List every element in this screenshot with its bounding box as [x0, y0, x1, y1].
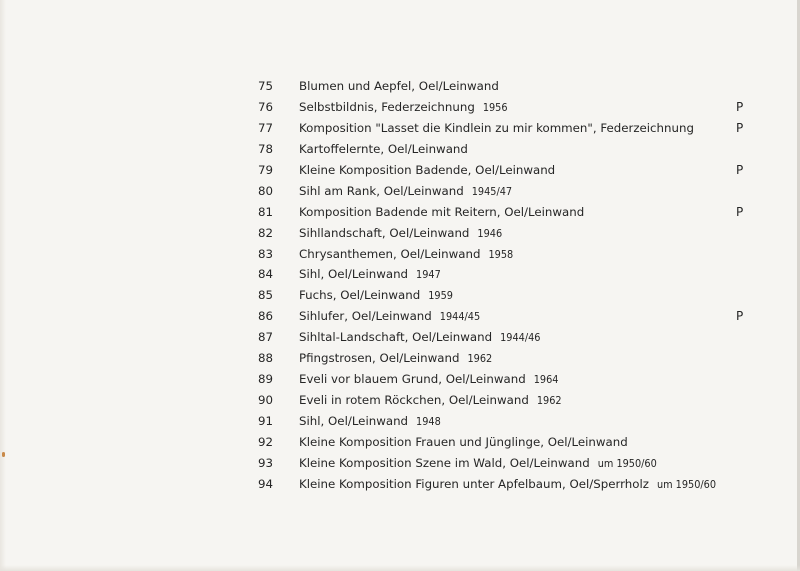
entry-year: 1956	[482, 100, 508, 114]
entry-number: 91	[258, 414, 274, 428]
entry-year: 1964	[533, 373, 559, 387]
catalog-list	[258, 76, 758, 495]
entry-year: 1962	[536, 394, 562, 408]
entry-title: Eveli in rotem Röckchen, Oel/Leinwand	[299, 393, 529, 408]
entry-title-line	[299, 453, 657, 475]
entry-title: Kartoffelernte, Oel/Leinwand	[299, 141, 468, 156]
entry-title-line	[299, 348, 492, 370]
entry-number: 81	[258, 204, 274, 219]
entry-year: 1944/45	[439, 310, 481, 324]
entry-number: 80	[258, 183, 274, 198]
entry-title: Sihlufer, Oel/Leinwand	[299, 309, 432, 324]
entry-title-line	[299, 244, 513, 266]
entry-title-line	[299, 432, 636, 454]
entry-number: 77	[258, 120, 274, 135]
entry-mark: P	[736, 309, 744, 324]
catalog-entry	[258, 348, 758, 369]
entry-title: Komposition "Lasset die Kindlein zu mir kommen", Federzeichnung	[299, 120, 694, 135]
catalog-entry	[258, 432, 758, 453]
entry-title-line	[299, 181, 512, 203]
page-edge-shadow	[0, 0, 6, 571]
entry-number: 89	[258, 372, 274, 387]
entry-title: Chrysanthemen, Oel/Leinwand	[299, 246, 481, 261]
entry-title-line	[299, 160, 563, 182]
entry-title-line	[299, 306, 480, 328]
catalog-entry	[258, 76, 758, 97]
catalog-entry	[258, 390, 758, 411]
entry-title-line	[299, 76, 507, 98]
entry-title: Sihl am Rank, Oel/Leinwand	[299, 183, 464, 198]
entry-number: 84	[258, 267, 274, 282]
catalog-entry	[258, 97, 758, 118]
entry-number: 75	[258, 79, 274, 93]
entry-number: 79	[258, 162, 274, 177]
entry-title-line	[299, 285, 453, 307]
entry-year: 1947	[416, 268, 441, 282]
entry-title: Kleine Komposition Frauen und Jünglinge, Oel/Leinwand	[299, 434, 628, 449]
entry-title-line	[299, 97, 508, 119]
entry-number: 76	[258, 99, 274, 114]
entry-year: um 1950/60	[656, 477, 717, 491]
entry-title: Sihllandschaft, Oel/Leinwand	[299, 225, 470, 240]
entry-number: 90	[258, 393, 274, 408]
catalog-entry	[258, 264, 758, 285]
entry-year: 1944/46	[500, 331, 541, 345]
entry-title: Blumen und Aepfel, Oel/Leinwand	[299, 79, 499, 93]
entry-title: Sihl, Oel/Leinwand	[299, 267, 409, 282]
catalog-entry	[258, 202, 758, 223]
catalog-entry	[258, 369, 758, 390]
entry-year: 1959	[428, 289, 453, 303]
entry-title: Selbstbildnis, Federzeichnung	[299, 99, 475, 114]
entry-title: Pfingstrosen, Oel/Leinwand	[299, 351, 460, 366]
paper-speck	[2, 452, 5, 457]
entry-number: 88	[258, 351, 274, 366]
entry-title: Sihl, Oel/Leinwand	[299, 414, 409, 428]
entry-title: Fuchs, Oel/Leinwand	[299, 288, 421, 303]
entry-year: 1946	[477, 226, 503, 240]
catalog-entry	[258, 327, 758, 348]
entry-number: 93	[258, 455, 274, 470]
entry-number: 87	[258, 330, 274, 345]
entry-title-line	[299, 411, 441, 433]
entry-mark: P	[736, 120, 744, 135]
entry-mark: P	[736, 162, 744, 177]
entry-title-line	[299, 264, 441, 286]
entry-number: 86	[258, 309, 274, 324]
catalog-entry	[258, 474, 758, 495]
entry-title: Kleine Komposition Figuren unter Apfelbaum, Oel/Sperrholz	[299, 476, 649, 491]
entry-number: 82	[258, 225, 274, 240]
entry-title: Sihltal-Landschaft, Oel/Leinwand	[299, 330, 493, 345]
catalog-entry	[258, 139, 758, 160]
entry-title-line	[299, 223, 502, 245]
entry-year: 1945/47	[471, 184, 513, 198]
catalog-entry	[258, 181, 758, 202]
catalog-entry	[258, 244, 758, 265]
entry-mark: P	[736, 204, 744, 219]
entry-title: Kleine Komposition Badende, Oel/Leinwand	[299, 162, 556, 177]
entry-title-line	[299, 390, 562, 412]
catalog-entry	[258, 453, 758, 474]
entry-number: 83	[258, 246, 274, 261]
entry-title: Komposition Badende mit Reitern, Oel/Leinwand	[299, 204, 585, 219]
entry-mark: P	[736, 99, 744, 114]
entry-number: 78	[258, 141, 274, 156]
entry-title-line	[299, 474, 716, 496]
entry-year: 1958	[488, 247, 514, 261]
catalog-entry	[258, 285, 758, 306]
catalog-entry	[258, 118, 758, 139]
entry-title-line	[299, 202, 592, 224]
entry-title-line	[299, 118, 702, 140]
entry-year: um 1950/60	[597, 456, 657, 470]
entry-year: 1962	[467, 352, 493, 366]
catalog-entry	[258, 306, 758, 327]
catalog-entry	[258, 160, 758, 181]
entry-number: 94	[258, 476, 274, 491]
entry-title-line	[299, 139, 476, 161]
entry-number: 92	[258, 434, 274, 449]
catalog-entry	[258, 411, 758, 432]
entry-number: 85	[258, 288, 274, 303]
entry-title: Eveli vor blauem Grund, Oel/Leinwand	[299, 372, 526, 387]
page-bottom-shadow	[0, 565, 800, 571]
entry-title-line	[299, 369, 558, 391]
entry-title: Kleine Komposition Szene im Wald, Oel/Leinwand	[299, 455, 590, 470]
catalog-entry	[258, 223, 758, 244]
entry-year: 1948	[416, 415, 441, 428]
entry-title-line	[299, 327, 540, 349]
